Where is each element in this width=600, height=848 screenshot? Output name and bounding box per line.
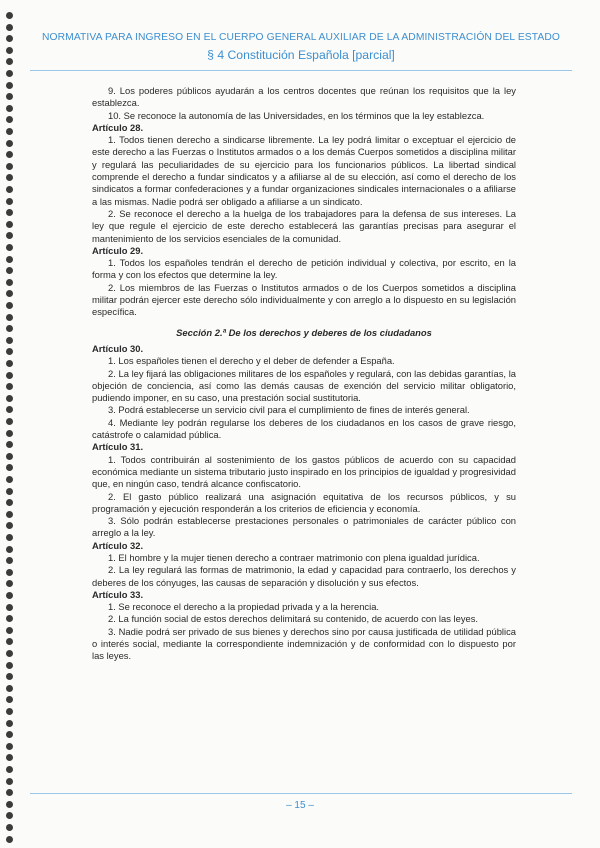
binder-hole xyxy=(6,24,13,31)
paragraph: 2. Se reconoce el derecho a la huelga de los trabajadores para la defensa de sus intereses. La ley que regule el ejercicio de este derecho establecerá las garantías precisas para asegurar el mantenimiento de los servicios esenciales de la comunidad. xyxy=(92,207,516,244)
footer-rule xyxy=(30,793,572,794)
binder-hole xyxy=(6,244,13,251)
binder-hole xyxy=(6,418,13,425)
binder-hole xyxy=(6,812,13,819)
binder-hole xyxy=(6,290,13,297)
document-body xyxy=(92,85,516,663)
binder-hole xyxy=(6,720,13,727)
header-rule xyxy=(30,70,572,71)
page-number: – 15 – xyxy=(286,800,314,811)
binder-hole xyxy=(6,824,13,831)
binder-hole xyxy=(6,430,13,437)
article-heading: Artículo 28. xyxy=(92,121,144,133)
binder-hole xyxy=(6,627,13,634)
binder-hole xyxy=(6,569,13,576)
paragraph: 10. Se reconoce la autonomía de las Universidades, en los términos que la ley establezca. xyxy=(108,109,485,121)
paragraph: 3. Nadie podrá ser privado de sus bienes y derechos sino por causa justificada de utilidad pública o interés social, mediante la correspondiente indemnización y de conformidad con lo dispuesto por las leyes. xyxy=(92,625,516,662)
binder-hole xyxy=(6,731,13,738)
binder-hole xyxy=(6,534,13,541)
binder-hole xyxy=(6,128,13,135)
binder-hole xyxy=(6,12,13,19)
binder-hole xyxy=(6,163,13,170)
page-header xyxy=(30,32,572,62)
paragraph: 1. Se reconoce el derecho a la propiedad privada y a la herencia. xyxy=(108,601,380,613)
binder-hole xyxy=(6,105,13,112)
binder-hole xyxy=(6,360,13,367)
binder-hole xyxy=(6,70,13,77)
binder-hole xyxy=(6,557,13,564)
paragraph: 3. Podrá establecerse un servicio civil para el cumplimiento de fines de interés general. xyxy=(108,404,470,416)
binder-hole xyxy=(6,198,13,205)
binder-hole xyxy=(6,743,13,750)
section-heading: Sección 2.ª De los derechos y deberes de los ciudadanos xyxy=(176,326,432,338)
binder-hole xyxy=(6,592,13,599)
binder-hole xyxy=(6,325,13,332)
paragraph: 1. Los españoles tienen el derecho y el deber de defender a España. xyxy=(108,355,395,367)
binder-hole xyxy=(6,256,13,263)
paragraph: 2. La ley regulará las formas de matrimonio, la edad y capacidad para contraerlo, los derechos y deberes de los cónyuges, las causas de separación y disolución y sus efectos. xyxy=(92,564,516,588)
article-heading: Artículo 29. xyxy=(92,244,144,256)
paragraph: 9. Los poderes públicos ayudarán a los centros docentes que reúnan los requisitos que la ley establezca. xyxy=(92,85,516,109)
paragraph: 1. Todos tienen derecho a sindicarse libremente. La ley podrá limitar o exceptuar el ejercicio de este derecho a las Fuerzas o Institutos armados o a los demás Cuerpos sometidos a disciplina militar y regulará las peculiaridades de su ejercicio para los funcionarios públicos. La libertad sindical comprende el derecho a fundar sindicatos y a afiliarse al de su elección, así como el derecho de los sindicatos a formar confederaciones y a fundar organizaciones sindicales internacionales o a afiliarse a las mismas. Nadie podrá ser obligado a afiliarse a un sindicato. xyxy=(92,134,516,207)
binder-hole xyxy=(6,766,13,773)
article-heading: Artículo 33. xyxy=(92,588,144,600)
binder-hole xyxy=(6,476,13,483)
article-heading: Artículo 30. xyxy=(92,342,144,354)
binder-hole xyxy=(6,604,13,611)
binder-hole xyxy=(6,221,13,228)
binder-hole xyxy=(6,511,13,518)
binder-hole xyxy=(6,499,13,506)
binder-hole xyxy=(6,615,13,622)
binder-hole xyxy=(6,314,13,321)
section-title: § 4 Constitución Española [parcial] xyxy=(207,48,395,62)
binder-hole xyxy=(6,337,13,344)
binder-hole xyxy=(6,93,13,100)
paragraph: 2. El gasto público realizará una asignación equitativa de los recursos públicos, y su programación y ejecución responderán a los criterios de eficiencia y economía. xyxy=(92,490,516,514)
binder-hole xyxy=(6,406,13,413)
paragraph: 1. El hombre y la mujer tienen derecho a contraer matrimonio con plena igualdad jurídica. xyxy=(108,551,480,563)
binder-hole xyxy=(6,696,13,703)
paragraph: 3. Sólo podrán establecerse prestaciones personales o patrimoniales de carácter público con arreglo a la ley. xyxy=(92,515,516,539)
header-title: NORMATIVA PARA INGRESO EN EL CUERPO GENERAL AUXILIAR DE LA ADMINISTRACIÓN DEL ESTADO xyxy=(41,32,561,43)
binder-hole xyxy=(6,267,13,274)
binder-hole xyxy=(6,546,13,553)
binder-holes xyxy=(0,0,18,848)
binder-hole xyxy=(6,708,13,715)
binder-hole xyxy=(6,662,13,669)
binder-hole xyxy=(6,464,13,471)
binder-hole xyxy=(6,488,13,495)
binder-hole xyxy=(6,754,13,761)
binder-hole xyxy=(6,673,13,680)
binder-hole xyxy=(6,650,13,657)
binder-hole xyxy=(6,348,13,355)
binder-hole xyxy=(6,453,13,460)
article-heading: Artículo 32. xyxy=(92,539,144,551)
binder-hole xyxy=(6,522,13,529)
binder-hole xyxy=(6,279,13,286)
binder-hole xyxy=(6,232,13,239)
binder-hole xyxy=(6,441,13,448)
binder-hole xyxy=(6,638,13,645)
binder-hole xyxy=(6,151,13,158)
binder-hole xyxy=(6,140,13,147)
paragraph: 2. Los miembros de las Fuerzas o Institutos armados o de los Cuerpos sometidos a disciplina militar podrán ejercer este derecho sólo individualmente y con arreglo a lo dispuesto en su legislación específica. xyxy=(92,281,516,318)
binder-hole xyxy=(6,395,13,402)
binder-hole xyxy=(6,35,13,42)
binder-hole xyxy=(6,302,13,309)
binder-hole xyxy=(6,116,13,123)
binder-hole xyxy=(6,174,13,181)
binder-hole xyxy=(6,47,13,54)
binder-hole xyxy=(6,58,13,65)
paragraph: 2. La función social de estos derechos delimitará su contenido, de acuerdo con las leyes. xyxy=(108,613,479,625)
paragraph: 1. Todos los españoles tendrán el derecho de petición individual y colectiva, por escrito, en la forma y con los efectos que determine la ley. xyxy=(92,257,516,281)
binder-hole xyxy=(6,209,13,216)
paragraph: 2. La ley fijará las obligaciones militares de los españoles y regulará, con las debidas garantías, la objeción de conciencia, así como las demás causas de exención del servicio militar obligatorio, pudiendo imponer, en su caso, una prestación social sustitutoria. xyxy=(92,367,516,404)
binder-hole xyxy=(6,789,13,796)
binder-hole xyxy=(6,778,13,785)
binder-hole xyxy=(6,836,13,843)
paragraph: 4. Mediante ley podrán regularse los deberes de los ciudadanos en los casos de grave riesgo, catástrofe o calamidad pública. xyxy=(92,416,516,441)
article-heading: Artículo 31. xyxy=(92,441,144,453)
paragraph: 1. Todos contribuirán al sostenimiento de los gastos públicos de acuerdo con su capacidad económica mediante un sistema tributario justo inspirado en los principios de igualdad y progresividad que, en ningún caso, tendrá alcance confiscatorio. xyxy=(92,453,516,490)
binder-hole xyxy=(6,580,13,587)
binder-hole xyxy=(6,186,13,193)
binder-hole xyxy=(6,82,13,89)
binder-hole xyxy=(6,372,13,379)
binder-hole xyxy=(6,685,13,692)
binder-hole xyxy=(6,383,13,390)
